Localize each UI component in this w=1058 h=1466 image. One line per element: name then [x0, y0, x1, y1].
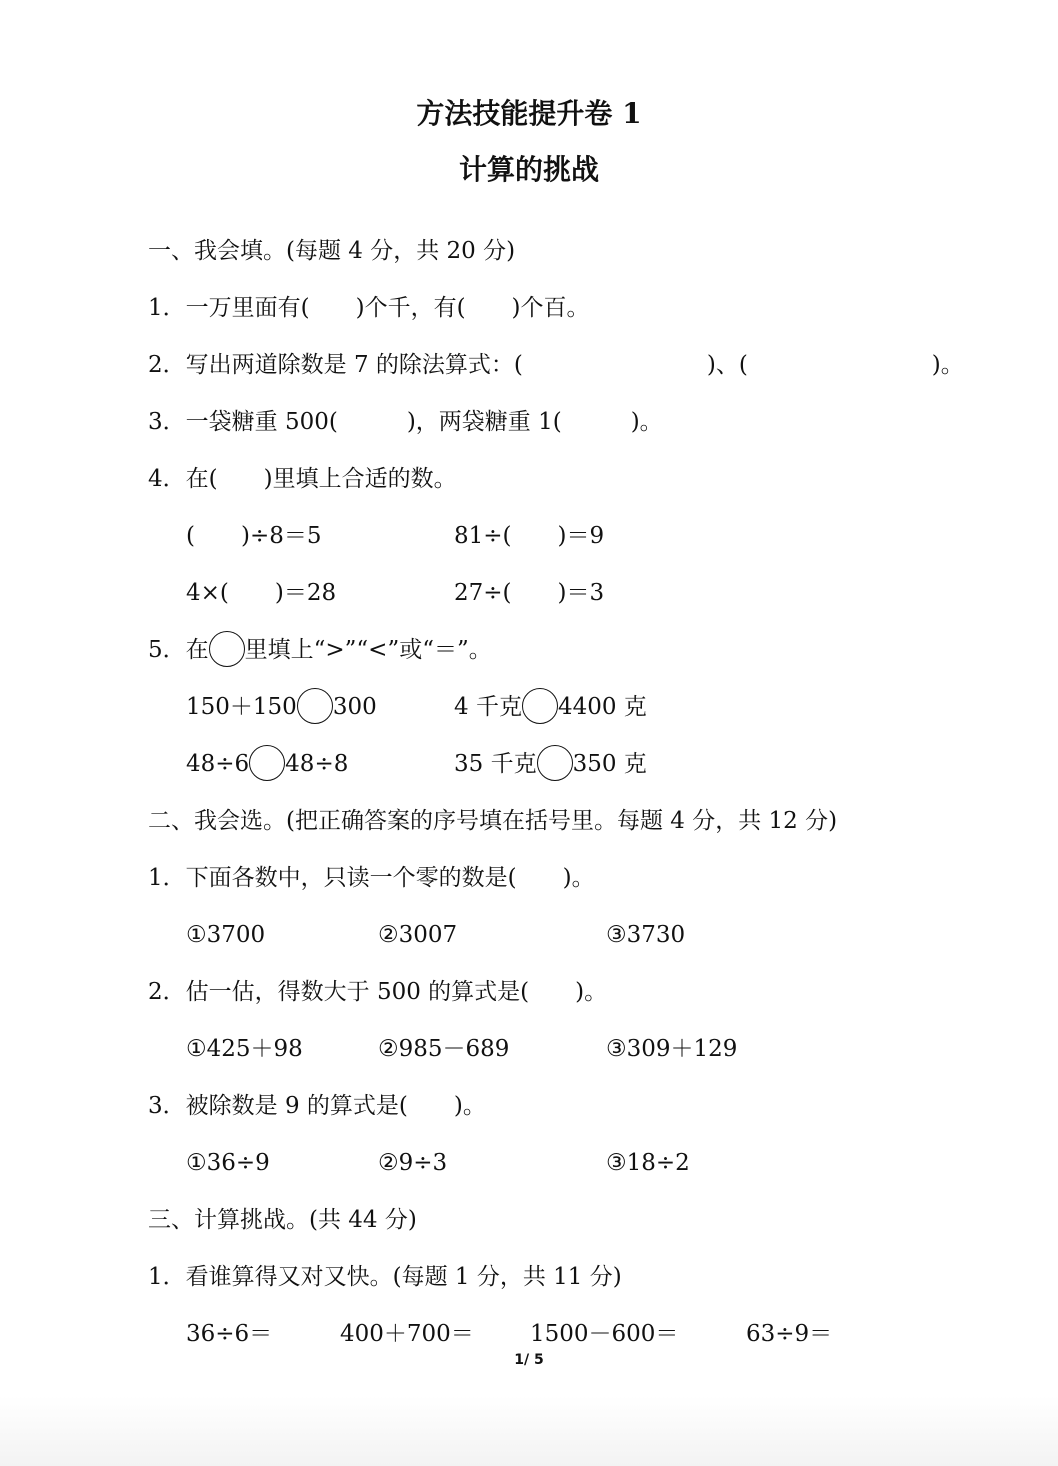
q5-item-2	[454, 692, 647, 724]
section1-question-2: 2．写出两道除数是 7 的除法算式：( )、( )。	[148, 352, 964, 378]
q4-item-2: 81÷( )＝9	[454, 523, 605, 549]
calc-item-2: 400＋700＝	[340, 1321, 474, 1347]
q5-item-3-right: 48÷8	[285, 751, 349, 777]
s2q3-option-1: ①36÷9	[186, 1150, 270, 1176]
calc-item-4: 63÷9＝	[746, 1321, 833, 1347]
q5-prefix: 5．在	[148, 637, 209, 663]
comparison-circle	[522, 688, 558, 724]
section2-question-1: 1．下面各数中，只读一个零的数是( )。	[148, 865, 595, 891]
q5-item-2-right: 4400 克	[557, 694, 647, 720]
calc-item-3: 1500－600＝	[530, 1321, 679, 1347]
section3-heading: 三、计算挑战。(共 44 分)	[148, 1207, 417, 1233]
q5-item-4-right: 350 克	[572, 751, 647, 777]
q5-item-4	[454, 749, 647, 781]
q5-item-3	[186, 749, 348, 781]
s2q1-option-3: ③3730	[606, 922, 686, 948]
section2-question-2: 2．估一估，得数大于 500 的算式是( )。	[148, 979, 608, 1005]
s2q2-option-1: ①425＋98	[186, 1036, 303, 1062]
comparison-circle	[249, 745, 285, 781]
calc-item-1: 36÷6＝	[186, 1321, 273, 1347]
q5-item-1-left: 150＋150	[186, 694, 297, 720]
section2-heading: 二、我会选。(把正确答案的序号填在括号里。每题 4 分，共 12 分)	[148, 808, 838, 834]
q5-item-1-right: 300	[332, 694, 377, 720]
s2q3-option-3: ③18÷2	[606, 1150, 690, 1176]
s2q2-option-2: ②985－689	[378, 1036, 510, 1062]
comparison-circle	[209, 631, 245, 667]
section1-question-3: 3．一袋糖重 500( )，两袋糖重 1( )。	[148, 409, 663, 435]
exam-title: 方法技能提升卷 1	[416, 97, 642, 130]
comparison-circle	[537, 745, 573, 781]
q5-suffix: 里填上“>”“<”或“＝”。	[244, 637, 492, 663]
comparison-circle	[297, 688, 333, 724]
s2q1-option-1: ①3700	[186, 922, 266, 948]
section1-question-5	[148, 635, 492, 667]
section1-heading: 一、我会填。(每题 4 分，共 20 分)	[148, 238, 516, 264]
q4-item-3: 4×( )＝28	[186, 580, 337, 606]
section1-question-4: 4．在( )里填上合适的数。	[148, 466, 457, 492]
q5-item-2-left: 4 千克	[454, 694, 522, 720]
page-number: 1/ 5	[514, 1352, 544, 1368]
section1-question-1: 1．一万里面有( )个千，有( )个百。	[148, 295, 590, 321]
q4-item-4: 27÷( )＝3	[454, 580, 605, 606]
q5-item-3-left: 48÷6	[186, 751, 250, 777]
page-edge-shade	[0, 1396, 1058, 1466]
s2q2-option-3: ③309＋129	[606, 1036, 738, 1062]
section2-question-3: 3．被除数是 9 的算式是( )。	[148, 1093, 486, 1119]
section3-question-1: 1．看谁算得又对又快。(每题 1 分，共 11 分)	[148, 1264, 622, 1290]
q4-item-1: ( )÷8＝5	[186, 523, 322, 549]
s2q3-option-2: ②9÷3	[378, 1150, 448, 1176]
q5-item-4-left: 35 千克	[454, 751, 537, 777]
s2q1-option-2: ②3007	[378, 922, 458, 948]
q5-item-1	[186, 692, 377, 724]
exam-subtitle: 计算的挑战	[458, 153, 599, 186]
